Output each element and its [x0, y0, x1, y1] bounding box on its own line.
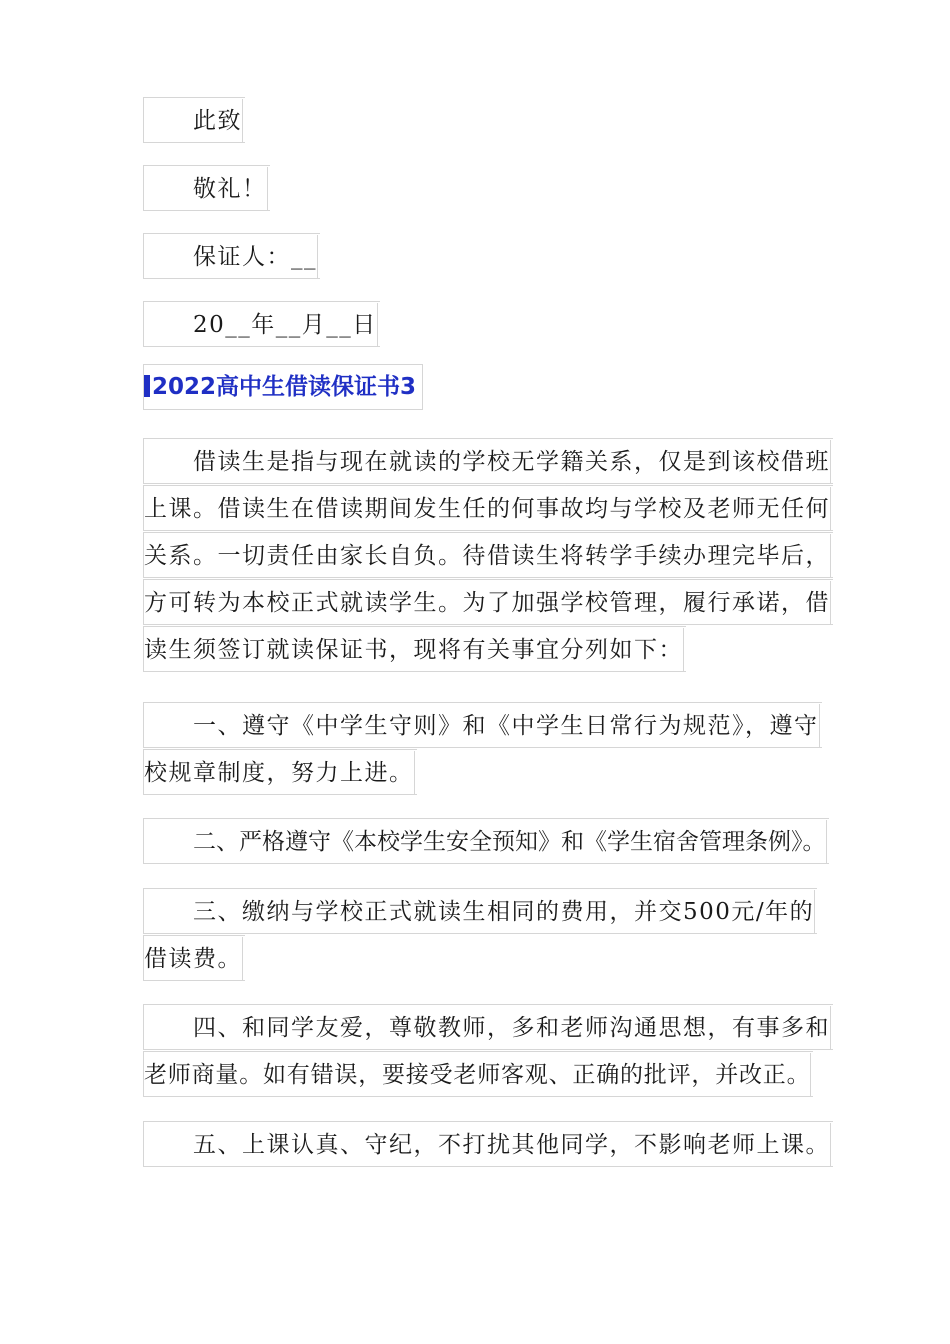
paragraph-line: 读生须签订就读保证书，现将有关事宜分列如下： [144, 628, 684, 672]
heading-text: 2022高中生借读保证书3 [152, 374, 417, 400]
date-text: 20__年__月__日 [144, 303, 378, 347]
clause-5 [143, 1121, 833, 1168]
guarantor-label: 保证人：__ [144, 235, 318, 279]
paragraph-line: 借读费。 [144, 937, 243, 981]
clause-1 [143, 702, 822, 796]
paragraph-line: 五、上课认真、守纪，不打扰其他同学，不影响老师上课。 [144, 1123, 831, 1167]
paragraph-line: 四、和同学友爱，尊敬教师，多和老师沟通思想，有事多和 [144, 1006, 831, 1050]
guarantor-line [143, 233, 320, 280]
paragraph-line: 借读生是指与现在就读的学校无学籍关系，仅是到该校借班 [144, 440, 831, 484]
date-line [143, 301, 380, 348]
closing-salutation [143, 97, 245, 144]
clause-2 [143, 818, 829, 865]
clause-3 [143, 888, 817, 982]
paragraph-line: 老师商量。如有错误，要接受老师客观、正确的批评，并改正。 [144, 1053, 811, 1097]
paragraph-line: 关系。一切责任由家长自负。待借读生将转学手续办理完毕后， [144, 534, 831, 578]
intro-paragraph [143, 438, 833, 673]
paragraph-line: 二、严格遵守《本校学生安全预知》和《学生宿舍管理条例》。 [144, 820, 827, 864]
clause-4 [143, 1004, 833, 1098]
paragraph-line: 校规章制度，努力上进。 [144, 751, 415, 795]
paragraph-line: 上课。借读生在借读期间发生任的何事故均与学校及老师无任何 [144, 487, 831, 531]
closing-line: 此致 [144, 99, 243, 143]
paragraph-line: 方可转为本校正式就读学生。为了加强学校管理，履行承诺，借 [144, 581, 831, 625]
paragraph-line: 一、遵守《中学生守则》和《中学生日常行为规范》，遵守 [144, 704, 820, 748]
section-heading [143, 364, 423, 410]
closing-regards [143, 165, 270, 212]
heading-marker-icon [144, 375, 150, 397]
closing-line: 敬礼！ [144, 167, 268, 211]
paragraph-line: 三、缴纳与学校正式就读生相同的费用，并交500元/年的 [144, 890, 815, 934]
